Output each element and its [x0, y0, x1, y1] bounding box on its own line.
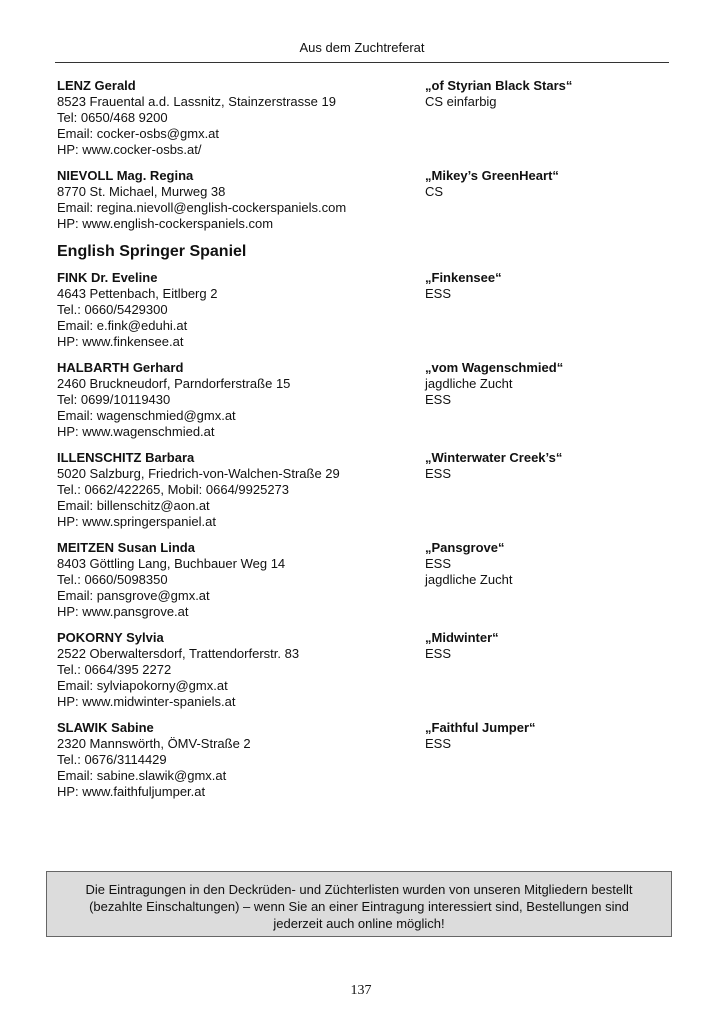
- breed-note: jagdliche Zucht: [425, 376, 513, 391]
- kennel-name: „Winterwater Creek’s“: [425, 450, 563, 465]
- contact-line: Tel: 0699/10119430: [57, 392, 171, 407]
- contact-line: 8403 Göttling Lang, Buchbauer Weg 14: [57, 556, 286, 571]
- contact-line: Tel.: 0660/5429300: [57, 302, 168, 317]
- breeder-contact: [57, 168, 425, 232]
- breeder-contact: [57, 540, 425, 620]
- breeder-entry: [57, 270, 669, 350]
- contact-line: Tel.: 0664/395 2272: [57, 662, 172, 677]
- breeder-entry: [57, 168, 669, 232]
- kennel-info: [425, 168, 669, 200]
- contact-line: 2460 Bruckneudorf, Parndorferstraße 15: [57, 376, 291, 391]
- notice-line: Die Eintragungen in den Deckrüden- und Züchterlisten wurden von unseren Mitgliedern bestellt: [85, 882, 633, 897]
- breeder-name: LENZ Gerald: [57, 78, 136, 93]
- contact-line: HP: www.wagenschmied.at: [57, 424, 215, 439]
- kennel-info: [425, 540, 669, 588]
- breed-note: jagdliche Zucht: [425, 572, 513, 587]
- kennel-name: „Finkensee“: [425, 270, 502, 285]
- contact-line: HP: www.english-cockerspaniels.com: [57, 216, 274, 231]
- breeder-list: [57, 78, 669, 810]
- page-header: [55, 40, 669, 63]
- breeder-name: SLAWIK Sabine: [57, 720, 154, 735]
- contact-line: HP: www.cocker-osbs.at/: [57, 142, 202, 157]
- breed-note: ESS: [425, 286, 452, 301]
- contact-line: Email: cocker-osbs@gmx.at: [57, 126, 220, 141]
- breeder-entry: [57, 360, 669, 440]
- contact-line: 5020 Salzburg, Friedrich-von-Walchen-Straße 29: [57, 466, 340, 481]
- breeder-name: POKORNY Sylvia: [57, 630, 164, 645]
- breeder-contact: [57, 360, 425, 440]
- contact-line: 8523 Frauental a.d. Lassnitz, Stainzerstrasse 19: [57, 94, 336, 109]
- breeder-entry: [57, 720, 669, 800]
- notice-line: jederzeit auch online möglich!: [273, 916, 445, 931]
- kennel-name: „Midwinter“: [425, 630, 499, 645]
- breeder-contact: [57, 720, 425, 800]
- contact-line: Tel.: 0662/422265, Mobil: 0664/9925273: [57, 482, 290, 497]
- contact-line: 2522 Oberwaltersdorf, Trattendorferstr. 83: [57, 646, 300, 661]
- contact-line: Email: sabine.slawik@gmx.at: [57, 768, 227, 783]
- section-title: English Springer Spaniel: [57, 243, 247, 260]
- breeder-contact: [57, 270, 425, 350]
- breeder-entry: [57, 540, 669, 620]
- breeder-contact: [57, 630, 425, 710]
- contact-line: Email: billenschitz@aon.at: [57, 498, 210, 513]
- contact-line: HP: www.faithfuljumper.at: [57, 784, 206, 799]
- kennel-name: „Pansgrove“: [425, 540, 505, 555]
- breeder-name: FINK Dr. Eveline: [57, 270, 158, 285]
- kennel-info: [425, 270, 669, 302]
- kennel-name: „Faithful Jumper“: [425, 720, 536, 735]
- contact-line: HP: www.finkensee.at: [57, 334, 184, 349]
- breed-note: CS einfarbig: [425, 94, 497, 109]
- kennel-info: [425, 630, 669, 662]
- breeder-contact: [57, 78, 425, 158]
- notice-box: [46, 871, 672, 937]
- kennel-name: „of Styrian Black Stars“: [425, 78, 573, 93]
- breeder-entry: [57, 630, 669, 710]
- contact-line: Tel.: 0676/3114429: [57, 752, 167, 767]
- kennel-info: [425, 450, 669, 482]
- breeder-name: HALBARTH Gerhard: [57, 360, 184, 375]
- breeder-entry: [57, 78, 669, 158]
- kennel-info: [425, 78, 669, 110]
- breeder-entry: [57, 450, 669, 530]
- contact-line: HP: www.springerspaniel.at: [57, 514, 216, 529]
- kennel-name: „Mikey’s GreenHeart“: [425, 168, 559, 183]
- contact-line: HP: www.pansgrove.at: [57, 604, 189, 619]
- contact-line: Email: sylviapokorny@gmx.at: [57, 678, 228, 693]
- contact-line: 2320 Mannswörth, ÖMV-Straße 2: [57, 736, 251, 751]
- contact-line: Tel: 0650/468 9200: [57, 110, 168, 125]
- breed-note: ESS: [425, 736, 452, 751]
- breeder-name: MEITZEN Susan Linda: [57, 540, 195, 555]
- breed-note: ESS: [425, 466, 452, 481]
- breed-note: ESS: [425, 392, 452, 407]
- contact-line: Email: pansgrove@gmx.at: [57, 588, 210, 603]
- breed-note: ESS: [425, 556, 452, 571]
- notice-line: (bezahlte Einschaltungen) – wenn Sie an einer Eintragung interessiert sind, Bestellungen sind: [89, 899, 629, 914]
- breeder-contact: [57, 450, 425, 530]
- contact-line: Tel.: 0660/5098350: [57, 572, 168, 587]
- contact-line: HP: www.midwinter-spaniels.at: [57, 694, 236, 709]
- contact-line: Email: wagenschmied@gmx.at: [57, 408, 236, 423]
- contact-line: Email: regina.nievoll@english-cockerspaniels.com: [57, 200, 347, 215]
- breed-note: ESS: [425, 646, 452, 661]
- kennel-name: „vom Wagenschmied“: [425, 360, 564, 375]
- kennel-info: [425, 360, 669, 408]
- contact-line: 8770 St. Michael, Murweg 38: [57, 184, 226, 199]
- contact-line: Email: e.fink@eduhi.at: [57, 318, 188, 333]
- kennel-info: [425, 720, 669, 752]
- page-number: 137: [350, 983, 372, 998]
- breeder-name: ILLENSCHITZ Barbara: [57, 450, 195, 465]
- breed-note: CS: [425, 184, 444, 199]
- contact-line: 4643 Pettenbach, Eitlberg 2: [57, 286, 218, 301]
- breeder-name: NIEVOLL Mag. Regina: [57, 168, 194, 183]
- header-title: Aus dem Zuchtreferat: [299, 40, 425, 55]
